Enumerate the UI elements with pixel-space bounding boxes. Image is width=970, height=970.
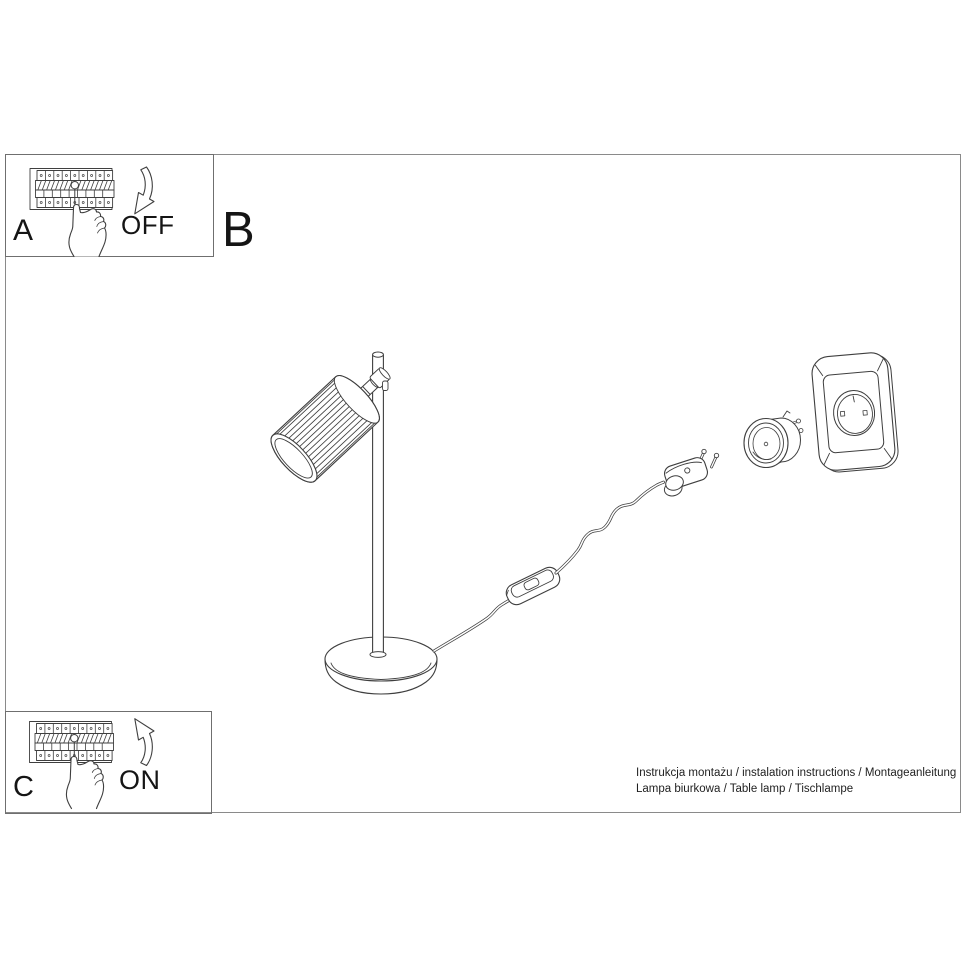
off-label: OFF [121,210,175,240]
footer-line-1: Instrukcja montażu / instalation instructions / Montageanleitung [636,767,957,779]
pointing-hand-icon [66,757,103,809]
inline-switch [503,564,563,607]
step-b-label: B [222,203,255,257]
pointing-hand-icon [69,205,106,257]
arrow-down-icon [135,167,154,214]
euro-plug [658,449,719,498]
on-label: ON [119,765,161,795]
power-cord [434,600,511,652]
footer-line-2: Lampa biurkowa / Table lamp / Tischlampe [636,782,854,795]
step-c-illustration [30,719,155,809]
lamp-pole [370,352,386,657]
cord-and-plug-figure [434,449,719,651]
pivot-knob [383,381,389,391]
step-c-label: C [13,771,34,803]
table-lamp-figure [264,349,437,694]
plug-adapter-figure [744,411,803,468]
arrow-up-icon [135,719,154,766]
footer-text [636,766,956,797]
step-a-label: A [13,214,34,247]
wall-socket-figure [811,351,900,473]
circuit-breaker-icon [30,169,114,210]
circuit-breaker-icon [30,722,114,763]
power-cord-upper [556,482,664,573]
lamp-shade [264,349,408,489]
